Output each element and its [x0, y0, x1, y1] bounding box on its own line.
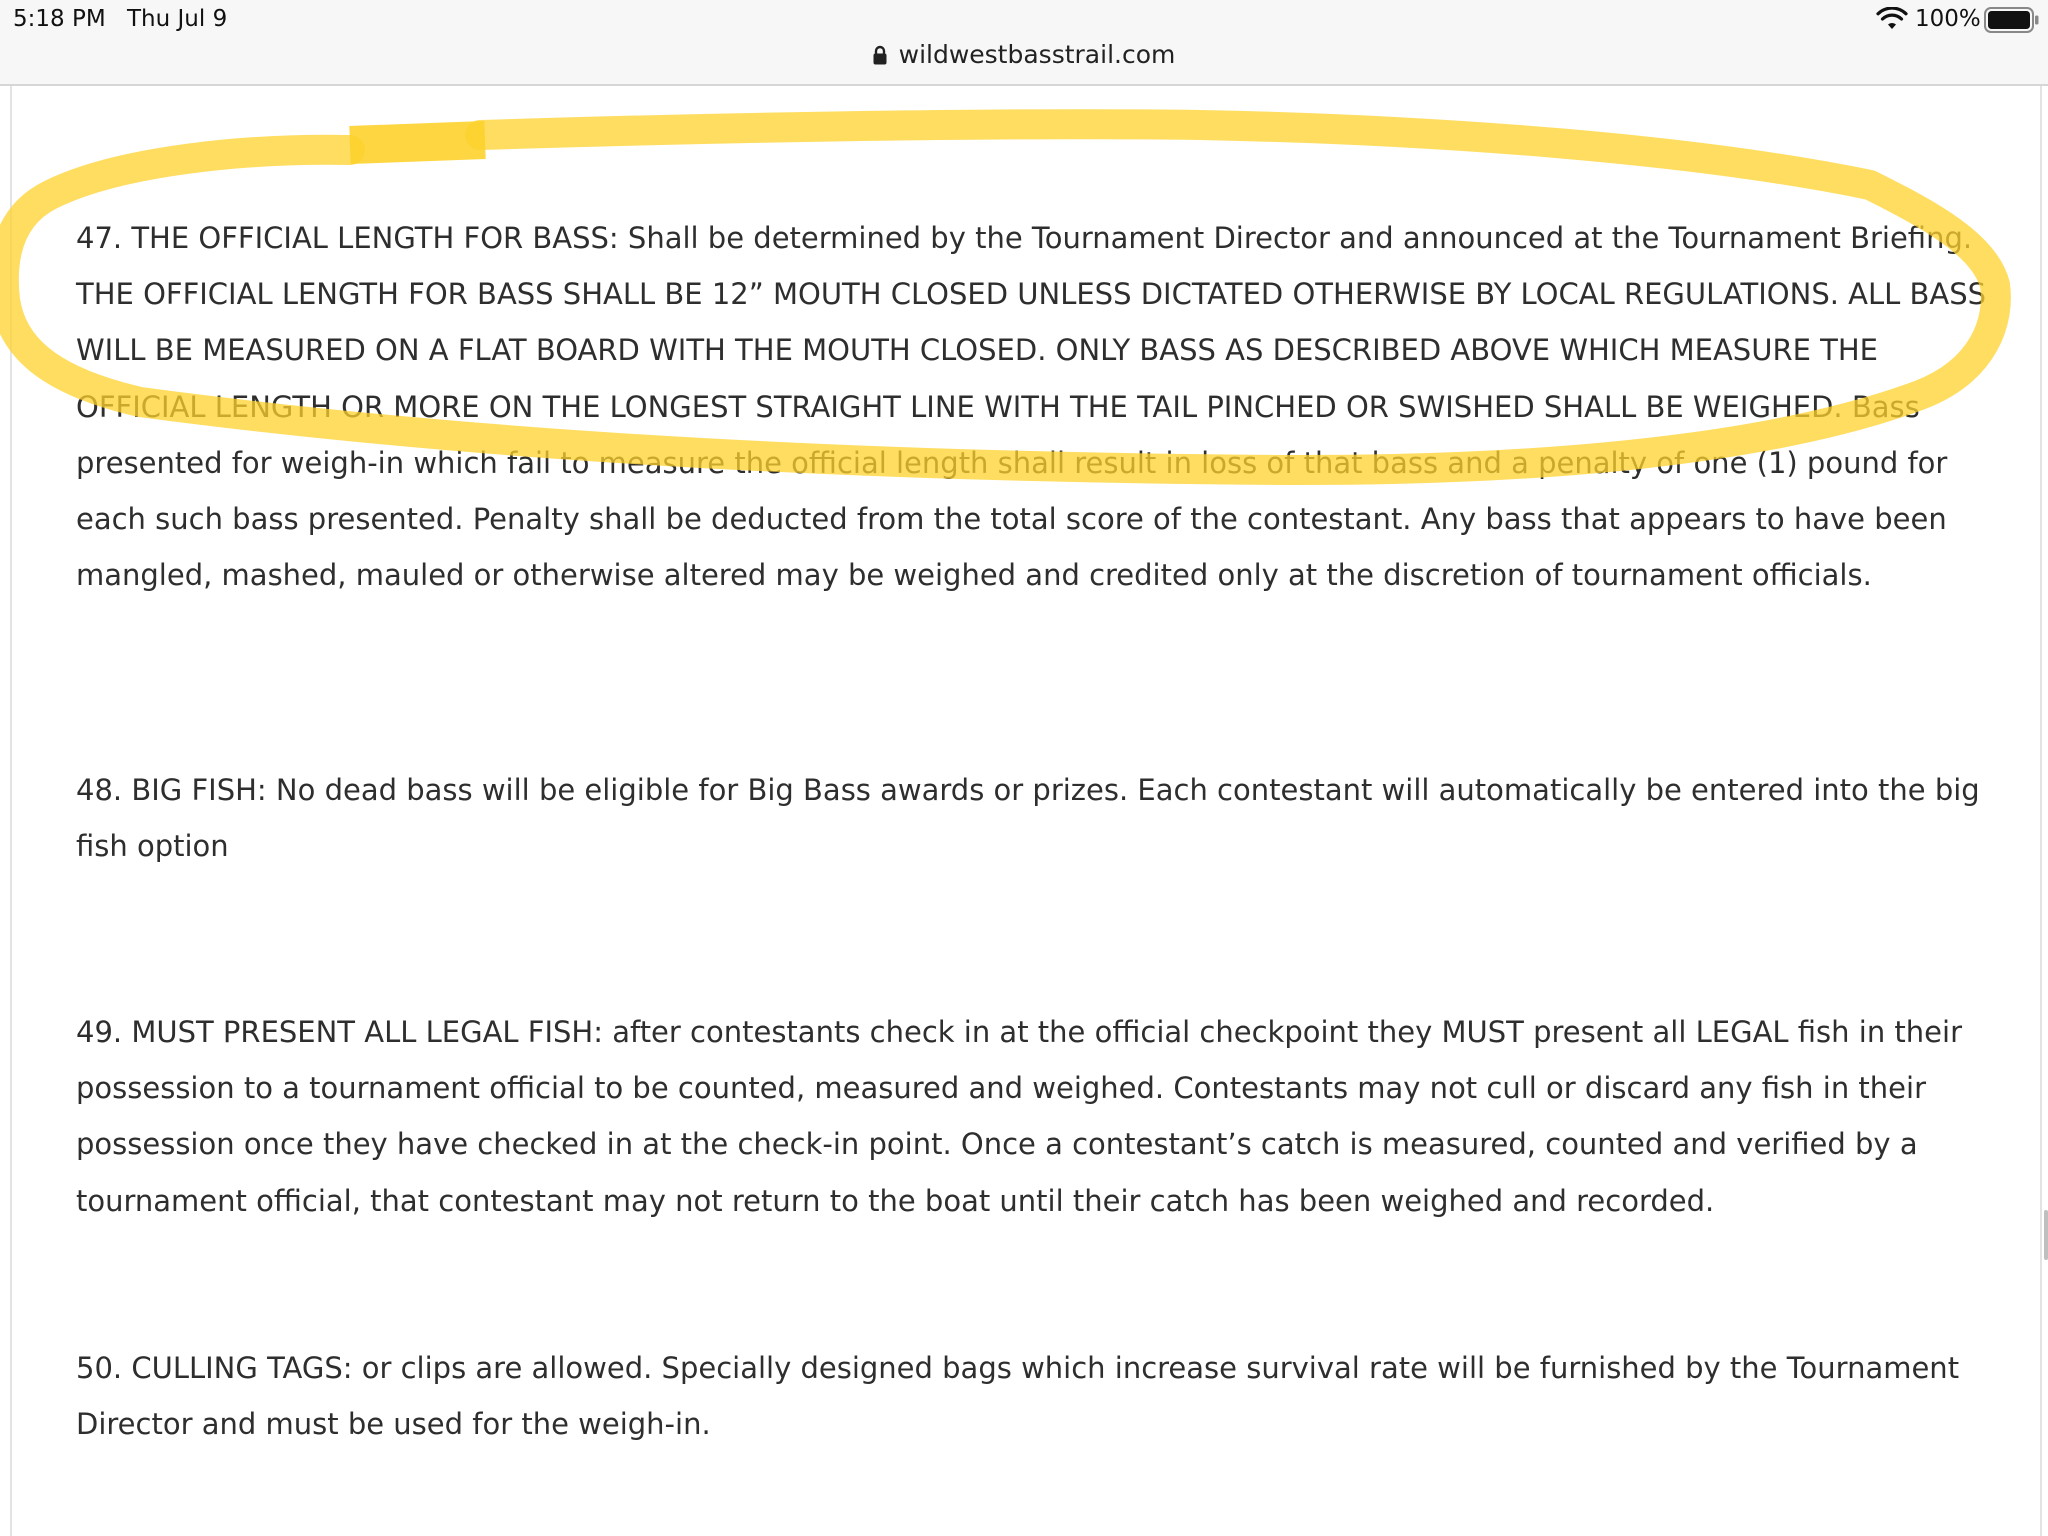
battery-percent: 100% [1915, 6, 1981, 32]
page-content[interactable] [10, 86, 2042, 1536]
status-date: Thu Jul 9 [127, 6, 228, 32]
lock-icon [873, 45, 887, 65]
status-bar [0, 0, 2048, 86]
url-text: wildwestbasstrail.com [898, 40, 1176, 69]
address-bar[interactable] [0, 40, 2048, 69]
rule-48: 48. BIG FISH: No dead bass will be eligible for Big Bass awards or prizes. Each contestant will automatically be entered into the big fish option [76, 773, 1980, 864]
scroll-indicator[interactable] [2044, 1210, 2048, 1260]
status-time: 5:18 PM [13, 6, 106, 32]
battery-icon [1984, 7, 2040, 33]
rule-49: 49. MUST PRESENT ALL LEGAL FISH: after contestants check in at the official checkpoint they MUST present all LEGAL fish in their possession to a tournament official to be counted, measured and weighed. Contestants may not cull or discard any fish in their possession once they have checked in at the check-in point. Once a contestant’s catch is measured, counted and verified by a tournament official, that contestant may not return to the boat until their catch has been weighed and recorded. [76, 1015, 1962, 1218]
wifi-icon [1876, 7, 1908, 31]
rule-47: 47. THE OFFICIAL LENGTH FOR BASS: Shall be determined by the Tournament Director and announced at the Tournament Briefing. THE OFFICIAL LENGTH FOR BASS SHALL BE 12” MOUTH CLOSED UNLESS DICTATED OTHERWISE BY LOCAL REGULATIONS. ALL BASS WILL BE MEASURED ON A FLAT BOARD WITH THE MOUTH CLOSED. ONLY BASS AS DESCRIBED ABOVE WHICH MEASURE THE OFFICIAL LENGTH OR MORE ON THE LONGEST STRAIGHT LINE WITH THE TAIL PINCHED OR SWISHED SHALL BE WEIGHED. Bass presented for weigh-in which fail to measure the official length shall result in loss of that bass and a penalty of one (1) pound for each such bass presented. Penalty shall be deducted from the total score of the contestant. Any bass that appears to have been mangled, mashed, mauled or otherwise altered may be weighed and credited only at the discretion of tournament officials. [76, 221, 1987, 593]
rule-50: 50. CULLING TAGS: or clips are allowed. Specially designed bags which increase survival rate will be furnished by the Tournament Director and must be used for the weigh-in. [76, 1351, 1960, 1442]
